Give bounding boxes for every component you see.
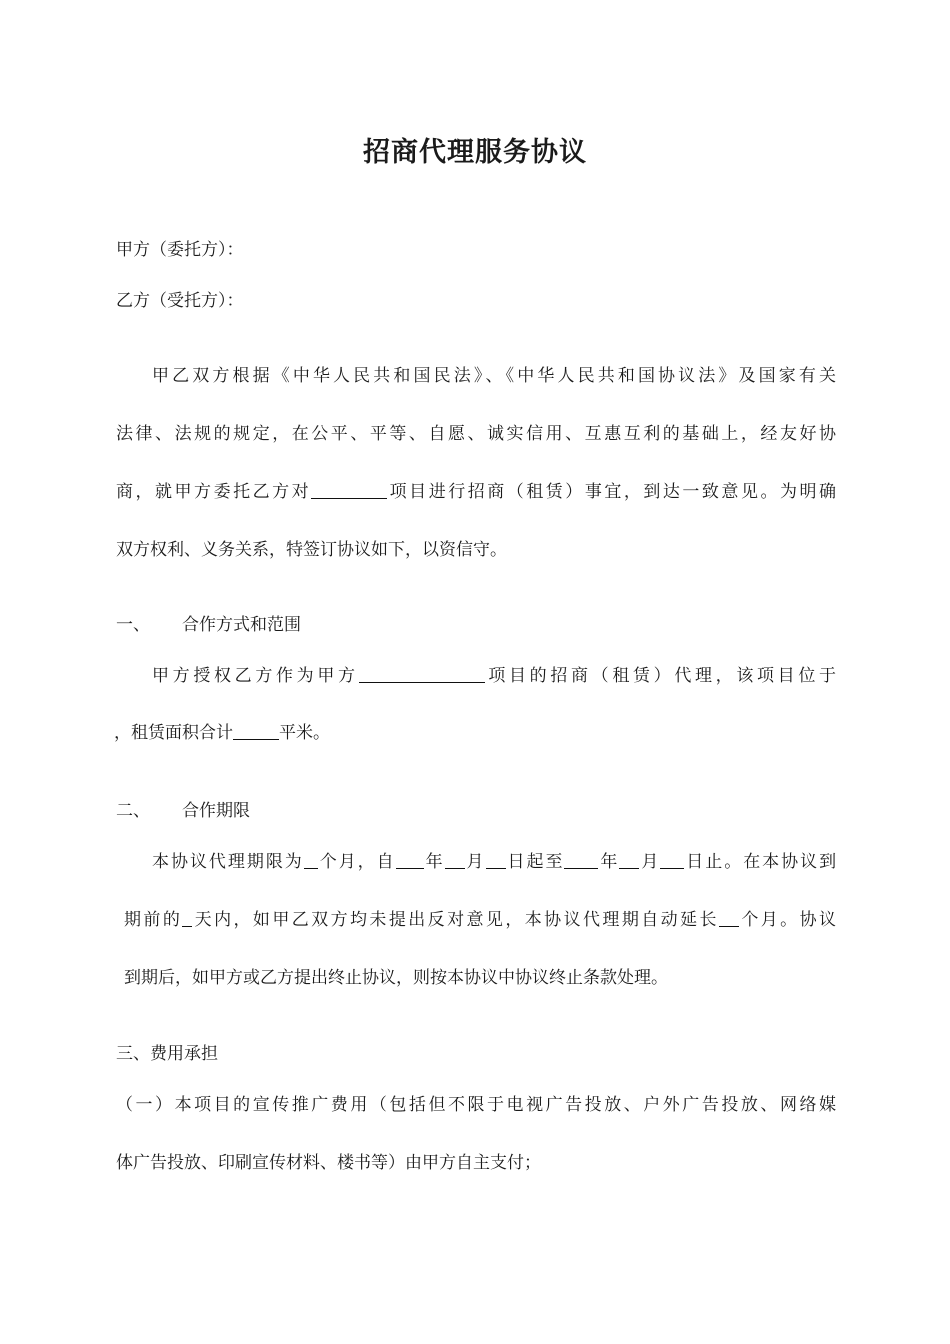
start-year-blank[interactable] (396, 850, 424, 869)
party-b-label: 乙方（受托方）： (116, 291, 244, 311)
days-blank[interactable] (182, 908, 192, 927)
term-text-5: 日起至 (505, 852, 565, 872)
extension-months-blank[interactable] (719, 908, 739, 927)
section-1-line-1-end: 项目的招商（租赁）代理，该项目位于 (484, 666, 837, 686)
start-day-blank[interactable] (486, 850, 506, 869)
start-month-blank[interactable] (445, 850, 465, 869)
intro-line-2: 法律、法规的规定，在公平、平等、自愿、诚实信用、互惠互利的基础上，经友好协 (116, 424, 836, 444)
intro-line-4: 双方权利、义务关系，特签订协议如下，以资信守。 (116, 540, 507, 560)
intro-line-3-start: 商，就甲方委托乙方对 (116, 482, 312, 502)
section-1-title: 合作方式和范围 (182, 615, 301, 635)
section-3-line-1: （一）本项目的宣传推广费用（包括但不限于电视广告投放、户外广告投放、网络媒 (116, 1095, 836, 1115)
end-month-blank[interactable] (619, 850, 639, 869)
section-2-heading (116, 799, 250, 823)
section-1-line-2-start: ，租赁面积合计 (114, 723, 233, 743)
term-text-7: 月 (639, 852, 661, 872)
party-a-label: 甲方（委托方）： (116, 240, 244, 260)
section-2-number: 二、 (116, 801, 150, 821)
term-text-1: 本协议代理期限为 (152, 852, 304, 872)
section-1-number: 一、 (116, 615, 150, 635)
intro-line-3-end: 项目进行招商（租赁）事宜，到达一致意见。为明确 (387, 482, 837, 502)
section-1-line-2 (114, 721, 330, 745)
end-year-blank[interactable] (564, 850, 598, 869)
term-text-6: 年 (598, 852, 620, 872)
area-blank[interactable] (233, 721, 279, 740)
section-1-line-2-end: 平米。 (279, 723, 330, 743)
section-2-title: 合作期限 (182, 801, 250, 821)
project-blank[interactable] (359, 664, 485, 683)
section-1-line-1 (152, 664, 836, 688)
section-2-line-1 (152, 850, 836, 874)
section-1-heading (116, 613, 301, 637)
renewal-text-2: 天内，如甲乙双方均未提出反对意见，本协议代理期自动延长 (192, 910, 719, 930)
term-text-8: 日止。在本协议到 (684, 852, 837, 872)
document-title: 招商代理服务协议 (363, 137, 587, 168)
intro-line-1: 甲乙双方根据《中华人民共和国民法》、《中华人民共和国协议法》及国家有关 (152, 366, 836, 386)
end-day-blank[interactable] (660, 850, 684, 869)
section-2-line-2 (124, 908, 836, 932)
months-blank[interactable] (304, 850, 318, 869)
term-text-2: 个月，自 (317, 852, 396, 872)
section-1-line-1-start: 甲方授权乙方作为甲方 (152, 666, 359, 686)
renewal-text-1: 期前的 (124, 910, 183, 930)
section-3-line-2: 体广告投放、印刷宣传材料、楼书等）由甲方自主支付； (116, 1153, 541, 1173)
project-name-blank[interactable] (311, 480, 387, 499)
renewal-text-3: 个月。协议 (738, 910, 837, 930)
section-2-line-3: 到期后，如甲方或乙方提出终止协议，则按本协议中协议终止条款处理。 (124, 968, 668, 988)
term-text-4: 月 (464, 852, 486, 872)
section-3-heading: 三、费用承担 (116, 1044, 218, 1064)
term-text-3: 年 (423, 852, 445, 872)
intro-line-3 (116, 480, 836, 504)
